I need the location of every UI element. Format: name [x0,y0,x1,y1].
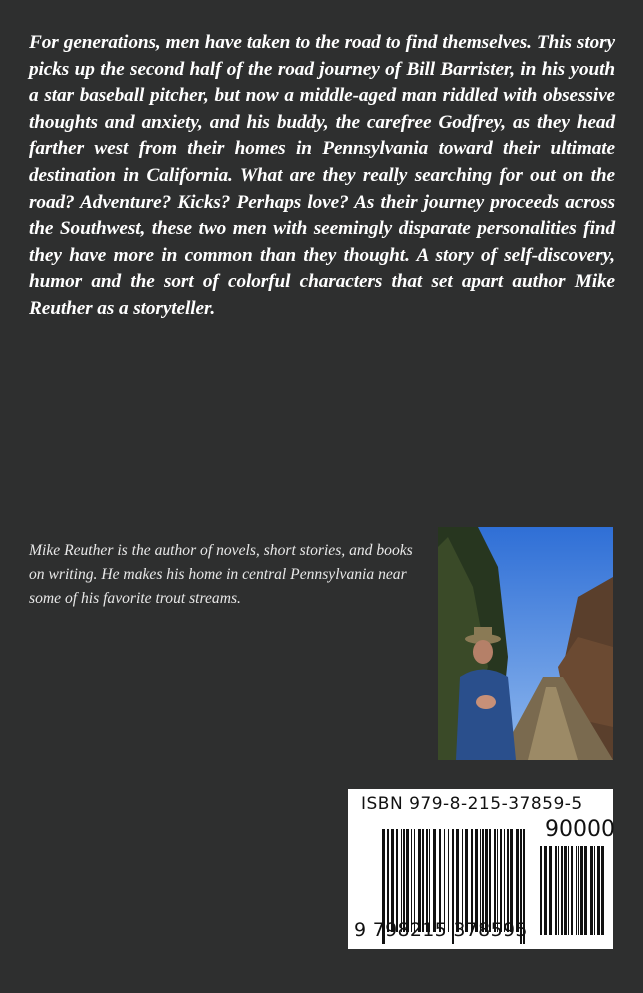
barcode-bar [471,829,473,932]
barcode-bar [433,829,436,932]
barcode-bar [429,829,430,932]
back-cover-blurb: For generations, men have taken to the road to find themselves. This story picks up the second half of the road journey of Bill Barrister, in his youth a star baseball pitcher, but now a middle-aged man riddled with obsessive thoughts and anxiety, and his buddy, the carefree Godfrey, as they head farther west from their homes in Pennsylvania toward their ultimate destination in California. What are they really searching for out on the road? Adventure? Kicks? Perhaps love? As their journey proceeds across the Southwest, these two men with seemingly disparate personalities find they have more in common than they thought. A story of self-discovery, humor and the sort of colorful characters that set apart author Mike Reuther as a storyteller. [29,32,615,319]
barcode-bar [510,829,513,932]
barcode-bar [544,846,547,935]
barcode-bar [406,829,409,932]
barcode-bar [482,829,484,932]
barcode-bar [507,829,509,932]
barcode-bar [504,829,505,932]
barcode-bar [578,846,579,935]
barcode-bar [555,846,557,935]
barcode-bar [594,846,595,935]
barcode-bar [448,829,449,932]
barcode-bar [462,829,463,932]
barcode-bar [422,829,424,932]
barcode-bar [494,829,496,932]
barcode-bar [549,846,552,935]
barcode-bar [387,829,389,932]
author-bio: Mike Reuther is the author of novels, short stories, and books on writing. He makes his home in central Pennsylvania near some of his favorite trout streams. [29,542,413,607]
price-code: 90000 [545,817,615,842]
barcode-bar [485,829,488,932]
barcode-bar [475,829,478,932]
barcode-bar [414,829,415,932]
barcode-bar [571,846,573,935]
barcode-bar [564,846,567,935]
barcode-bar [439,829,441,932]
barcode-bar [426,829,428,932]
barcode-bar [401,829,402,932]
barcode-bar [558,846,559,935]
barcode-bar [489,829,491,932]
barcode-bar [580,846,583,935]
barcode-bar [480,829,481,932]
isbn-label: ISBN 979-8-215-37859-5 [361,794,583,814]
isbn-barcode [348,789,613,949]
barcode-bar [391,829,394,932]
barcode-bar [418,829,421,932]
barcode-bar [444,829,445,932]
barcode-bar [456,829,459,932]
barcode-bar [576,846,577,935]
barcode-bar [396,829,398,932]
author-photo [438,527,613,760]
barcode-bar [561,846,563,935]
barcode-bar [568,846,569,935]
barcode-bar [403,829,405,932]
barcode-bar [590,846,593,935]
barcode-bar [516,829,519,932]
barcode-bar [597,846,600,935]
barcode-bar [465,829,468,932]
barcode-bar [584,846,587,935]
barcode-bar [500,829,502,932]
barcode-bar [601,846,604,935]
barcode-bar [497,829,498,932]
ean-digits: 9 798215 378595 [354,919,528,941]
barcode-bar [540,846,542,935]
barcode-bar [411,829,412,932]
